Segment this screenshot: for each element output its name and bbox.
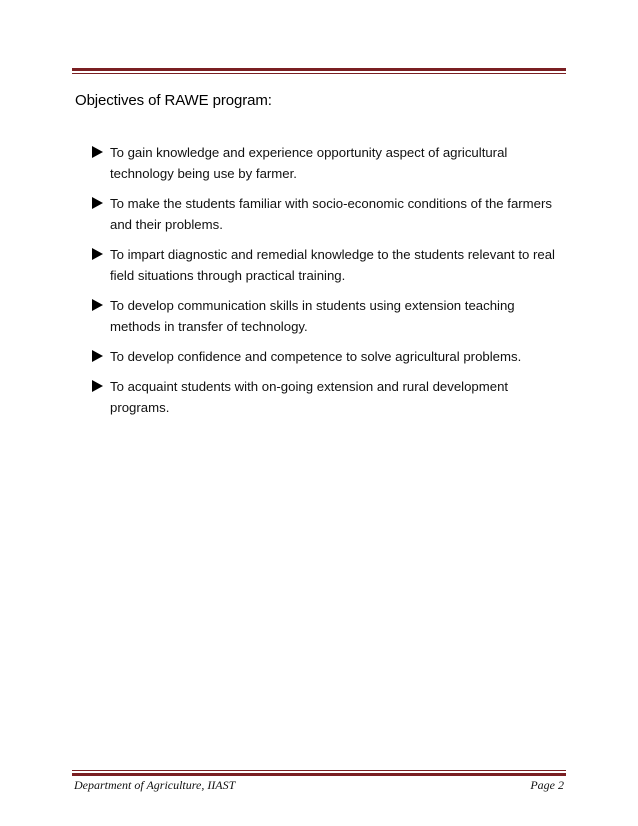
objective-text: To gain knowledge and experience opportunity aspect of agricultural technology being use by farmer. (110, 145, 508, 181)
list-item (92, 346, 562, 367)
footer-department: Department of Agriculture, IIAST (74, 778, 236, 792)
list-item (92, 376, 562, 418)
section-heading: Objectives of RAWE program: (75, 92, 272, 109)
objective-text: To impart diagnostic and remedial knowledge to the students relevant to real field situations through practical training. (110, 247, 555, 283)
triangle-right-icon (92, 244, 108, 264)
list-item (92, 244, 562, 286)
objective-text: To develop communication skills in students using extension teaching methods in transfer of technology. (110, 298, 515, 334)
triangle-right-icon (92, 142, 108, 162)
triangle-right-icon (92, 295, 108, 315)
triangle-right-icon (92, 376, 108, 396)
objective-text: To develop confidence and competence to solve agricultural problems. (110, 349, 522, 364)
objective-text: To make the students familiar with socio-economic conditions of the farmers and their problems. (110, 196, 552, 232)
list-item (92, 193, 562, 235)
objectives-list (92, 142, 562, 427)
list-item (92, 142, 562, 184)
objective-text: To acquaint students with on-going extension and rural development programs. (110, 379, 509, 415)
footer-rule-thick (72, 773, 566, 776)
header-rule-thick (72, 68, 566, 71)
footer-rule (72, 770, 566, 776)
footer-rule-thin (72, 770, 566, 771)
triangle-right-icon (92, 346, 108, 366)
footer-page-number: Page 2 (530, 778, 564, 792)
header-rule-thin (72, 73, 566, 74)
header-rule (72, 68, 566, 74)
triangle-right-icon (92, 193, 108, 213)
list-item (92, 295, 562, 337)
